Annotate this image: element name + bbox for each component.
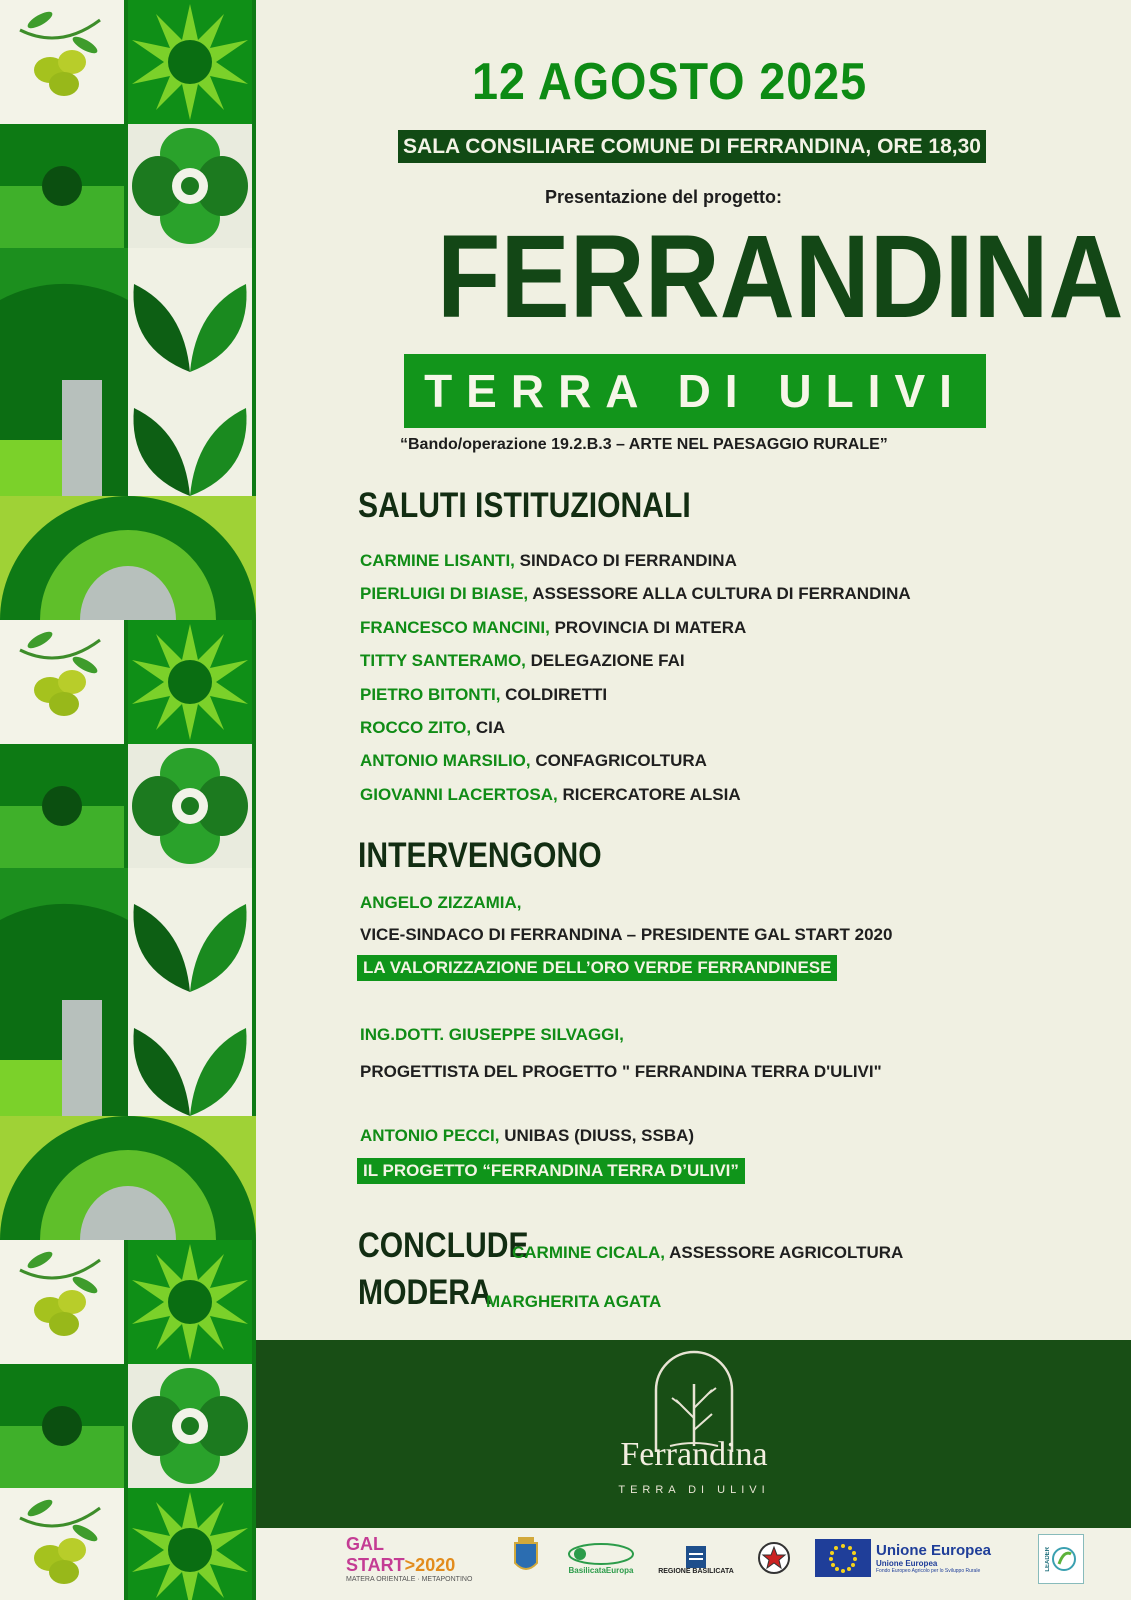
geometric-olive-pattern	[0, 0, 256, 1600]
saluti-heading: SALUTI ISTITUZIONALI	[358, 486, 691, 525]
partner-logos-strip	[256, 1528, 1131, 1600]
leader-text: LEADER	[1045, 1546, 1051, 1572]
gal-start-logo	[346, 1533, 486, 1583]
conclude-label: CONCLUDE	[358, 1226, 529, 1265]
repubblica-emblem-icon	[756, 1536, 792, 1580]
speaker-name: ING.DOTT. GIUSEPPE SILVAGGI,	[360, 1025, 624, 1044]
feasr-text: BasilicataEuropa	[568, 1565, 634, 1575]
venue-banner: SALA CONSILIARE COMUNE DI FERRANDINA, ORE 18,30	[398, 130, 986, 163]
list-item: FRANCESCO MANCINI, PROVINCIA DI MATERA	[360, 618, 747, 637]
conclude-line: CARMINE CICALA, ASSESSORE AGRICOLTURA	[512, 1243, 904, 1262]
speaker-topic-highlight: LA VALORIZZAZIONE DELL’ORO VERDE FERRANDINESE	[357, 955, 837, 981]
eu-title: Unione Europea	[876, 1542, 992, 1559]
speaker-name: ANGELO ZIZZAMIA,	[360, 893, 522, 912]
modera-label: MODERA	[358, 1273, 492, 1312]
speaker-role: VICE-SINDACO DI FERRANDINA – PRESIDENTE GAL START 2020	[360, 925, 893, 944]
speaker-topic-highlight: IL PROGETTO “FERRANDINA TERRA D’ULIVI”	[357, 1158, 745, 1184]
intervengono-heading: INTERVENGONO	[358, 836, 602, 875]
list-item: PIERLUIGI DI BIASE, ASSESSORE ALLA CULTURA DI FERRANDINA	[360, 584, 911, 603]
list-item: GIOVANNI LACERTOSA, RICERCATORE ALSIA	[360, 785, 741, 804]
list-item: PIETRO BITONTI, COLDIRETTI	[360, 685, 608, 704]
list-item: ANTONIO MARSILIO, CONFAGRICOLTURA	[360, 751, 707, 770]
list-item: CARMINE LISANTI, SINDACO DI FERRANDINA	[360, 551, 737, 570]
eu-sub: Unione Europea	[876, 1559, 938, 1568]
speaker-role: PROGETTISTA DEL PROGETTO " FERRANDINA TERRA D'ULIVI"	[360, 1062, 882, 1081]
modera-name: MARGHERITA AGATA	[486, 1292, 662, 1311]
gal-2020-text: >2020	[404, 1554, 456, 1575]
speaker-line: ANTONIO PECCI, UNIBAS (DIUSS, SSBA)	[360, 1126, 695, 1145]
list-item: TITTY SANTERAMO, DELEGAZIONE FAI	[360, 651, 685, 670]
decorative-pattern-sidebar	[0, 0, 256, 1600]
leader-icon	[1051, 1544, 1077, 1574]
project-intro: Presentazione del progetto:	[545, 187, 783, 207]
footer-brand: Ferrandina	[620, 1436, 768, 1473]
event-date: 12 AGOSTO 2025	[472, 53, 868, 111]
eu-text-block	[876, 1534, 1016, 1582]
footer-brand-sub: TERRA DI ULIVI	[618, 1484, 770, 1496]
regione-basilicata-logo	[656, 1538, 736, 1582]
gal-sub-text: MATERA ORIENTALE · METAPONTINO	[346, 1575, 473, 1583]
comune-crest-icon	[511, 1536, 541, 1578]
regione-icon	[686, 1546, 706, 1568]
eu-small: Fondo Europeo Agricolo per lo Sviluppo Rurale	[876, 1568, 981, 1574]
list-item: ROCCO ZITO, CIA	[360, 718, 506, 737]
bando-reference: “Bando/operazione 19.2.B.3 – ARTE NEL PAESAGGIO RURALE”	[400, 436, 888, 453]
feasr-logo	[561, 1538, 641, 1578]
project-subtitle-banner: TERRA DI ULIVI	[404, 354, 986, 428]
gal-start-text: GAL START	[346, 1533, 405, 1575]
leader-logo	[1038, 1534, 1084, 1584]
feasr-icon	[566, 1542, 636, 1566]
project-title: FERRANDINA	[437, 211, 1124, 343]
eu-flag-icon	[814, 1538, 872, 1578]
regione-text: REGIONE BASILICATA	[658, 1567, 734, 1575]
